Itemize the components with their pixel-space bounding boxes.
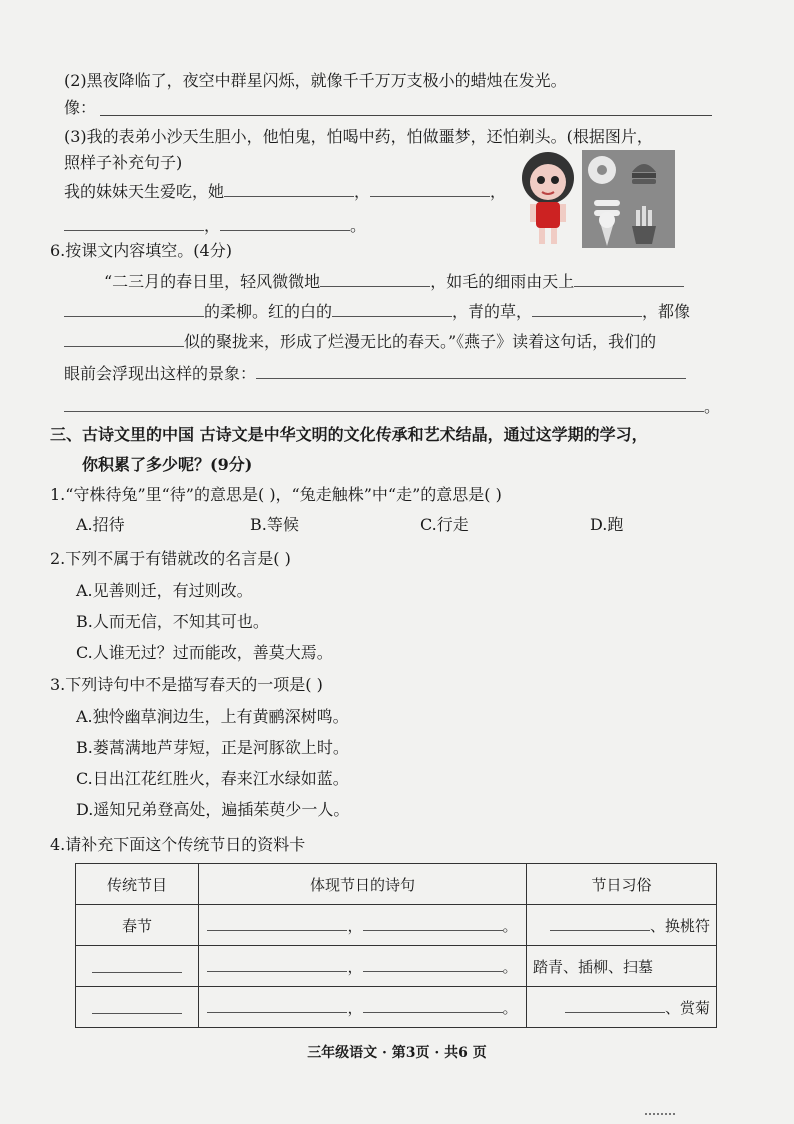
answer-blank[interactable] (64, 395, 704, 412)
answer-blank[interactable] (64, 300, 204, 317)
answer-blank[interactable] (92, 956, 182, 973)
answer-blank[interactable] (363, 914, 503, 931)
scan-mark (645, 1113, 675, 1115)
answer-blank[interactable] (574, 270, 684, 287)
answer-blank[interactable] (363, 996, 503, 1013)
answer-blank[interactable] (532, 300, 642, 317)
s3-q2-option-c: C.人谁无过？过而能改，善莫大焉。 (76, 643, 333, 662)
answer-blank[interactable] (64, 214, 204, 231)
text: 似的聚拢来，形成了烂漫无比的春天。”《燕子》读着这句话，我们的 (184, 332, 657, 351)
text: ，青的草， (452, 302, 533, 321)
table-row (76, 946, 717, 987)
girl-illustration (522, 152, 574, 244)
answer-blank[interactable] (332, 300, 452, 317)
header-festival: 传统节目 (76, 864, 199, 905)
girl-and-food-picture (520, 150, 675, 248)
q6-line5 (64, 395, 720, 418)
s3-q3-option-d: D.遥知兄弟登高处，遍插茱萸少一人。 (76, 800, 350, 819)
answer-blank[interactable] (220, 214, 350, 231)
comma: ， (347, 958, 363, 976)
answer-blank[interactable] (320, 270, 430, 287)
poem-cell (199, 946, 527, 987)
answer-blank[interactable] (207, 996, 347, 1013)
s3-q1-option-c: C.行走 (420, 515, 469, 534)
answer-blank[interactable] (370, 180, 490, 197)
q5-item3-line2 (64, 214, 366, 237)
q5-item2-prompt: 像： (64, 98, 97, 117)
period: 。 (502, 917, 518, 935)
section3-heading: 三、古诗文里的中国 古诗文是中华文明的文化传承和艺术结晶，通过这学期的学习， (50, 425, 648, 444)
section3-heading-cont: 你积累了多少呢？(9分) (82, 455, 253, 474)
poem-cell (199, 987, 527, 1028)
q5-item2-text: (2)黑夜降临了，夜空中群星闪烁，就像千千万万支极小的蜡烛在发光。 (64, 71, 567, 90)
s3-q1-option-a: A.招待 (76, 515, 125, 534)
s3-q1-option-d: D.跑 (590, 515, 624, 534)
comma: ， (354, 182, 371, 201)
s3-q3-option-b: B.蒌蒿满地芦芽短，正是河豚欲上时。 (76, 738, 349, 757)
answer-blank[interactable] (224, 180, 354, 197)
period: 。 (502, 999, 518, 1017)
q6-title: 6.按课文内容填空。(4分) (50, 241, 232, 260)
festival-cell (76, 987, 199, 1028)
prompt-text: 我的妹妹天生爱吃，她 (64, 182, 225, 201)
answer-blank[interactable] (207, 955, 347, 972)
period: 。 (704, 397, 721, 416)
answer-blank[interactable] (207, 914, 347, 931)
q5-item3-prompt (64, 180, 506, 203)
answer-blank[interactable] (363, 955, 503, 972)
answer-blank[interactable] (565, 996, 665, 1013)
header-custom: 节日习俗 (527, 864, 717, 905)
custom-text: 、换桃符 (649, 917, 710, 935)
s3-q2-option-b: B.人而无信，不知其可也。 (76, 612, 269, 631)
table-header-row (76, 864, 717, 905)
s3-q3-option-a: A.独怜幽草涧边生，上有黄鹂深树鸣。 (76, 707, 349, 726)
q5-item3-text2: 照样子补充句子) (64, 153, 183, 172)
festival-cell: 春节 (76, 905, 199, 946)
custom-text: 、赏菊 (664, 999, 710, 1017)
table-row (76, 987, 717, 1028)
festival-cell (76, 946, 199, 987)
q6-line4 (64, 362, 686, 385)
s3-q3-option-c: C.日出江花红胜火，春来江水绿如蓝。 (76, 769, 349, 788)
q5-item3-text: (3)我的表弟小沙天生胆小，他怕鬼，怕喝中药，怕做噩梦，还怕剃头。(根据图片， (64, 127, 653, 146)
text: 的柔柳。红的白的 (204, 302, 333, 321)
s3-q1-option-b: B.等候 (250, 515, 299, 534)
festival-card-table (75, 863, 717, 1028)
comma: ， (204, 216, 221, 235)
page-footer: 三年级语文 · 第3页 · 共6 页 (307, 1045, 487, 1061)
period: 。 (502, 958, 518, 976)
answer-blank[interactable] (64, 330, 184, 347)
text: ，如毛的细雨由天上 (430, 272, 575, 291)
answer-blank[interactable] (550, 914, 650, 931)
comma: ， (490, 182, 507, 201)
period: 。 (350, 216, 367, 235)
s3-q1: 1.“守株待兔”里“待”的意思是( )，“兔走触株”中“走”的意思是( ) (50, 485, 502, 504)
q6-line3 (64, 330, 656, 353)
answer-blank[interactable] (92, 997, 182, 1014)
s3-q3: 3.下列诗句中不是描写春天的一项是( ) (50, 675, 323, 694)
q6-line2 (64, 300, 690, 323)
header-poem: 体现节日的诗句 (199, 864, 527, 905)
answer-blank[interactable] (256, 362, 686, 379)
donut-icon (588, 156, 616, 184)
comma: ， (347, 999, 363, 1017)
s3-q2: 2.下列不属于有错就改的名言是( ) (50, 549, 291, 568)
table-row (76, 905, 717, 946)
custom-cell (527, 905, 717, 946)
comma: ， (347, 917, 363, 935)
custom-cell: 踏青、插柳、扫墓 (527, 946, 717, 987)
s3-q2-option-a: A.见善则迁，有过则改。 (76, 581, 253, 600)
text: ，都像 (642, 302, 691, 321)
text: “二三月的春日里，轻风微微地 (104, 272, 321, 291)
answer-line (100, 115, 712, 116)
custom-cell (527, 987, 717, 1028)
poem-cell (199, 905, 527, 946)
s3-q4: 4.请补充下面这个传统节日的资料卡 (50, 835, 306, 854)
q6-line1 (104, 270, 684, 293)
text: 眼前会浮现出这样的景象： (64, 364, 257, 383)
